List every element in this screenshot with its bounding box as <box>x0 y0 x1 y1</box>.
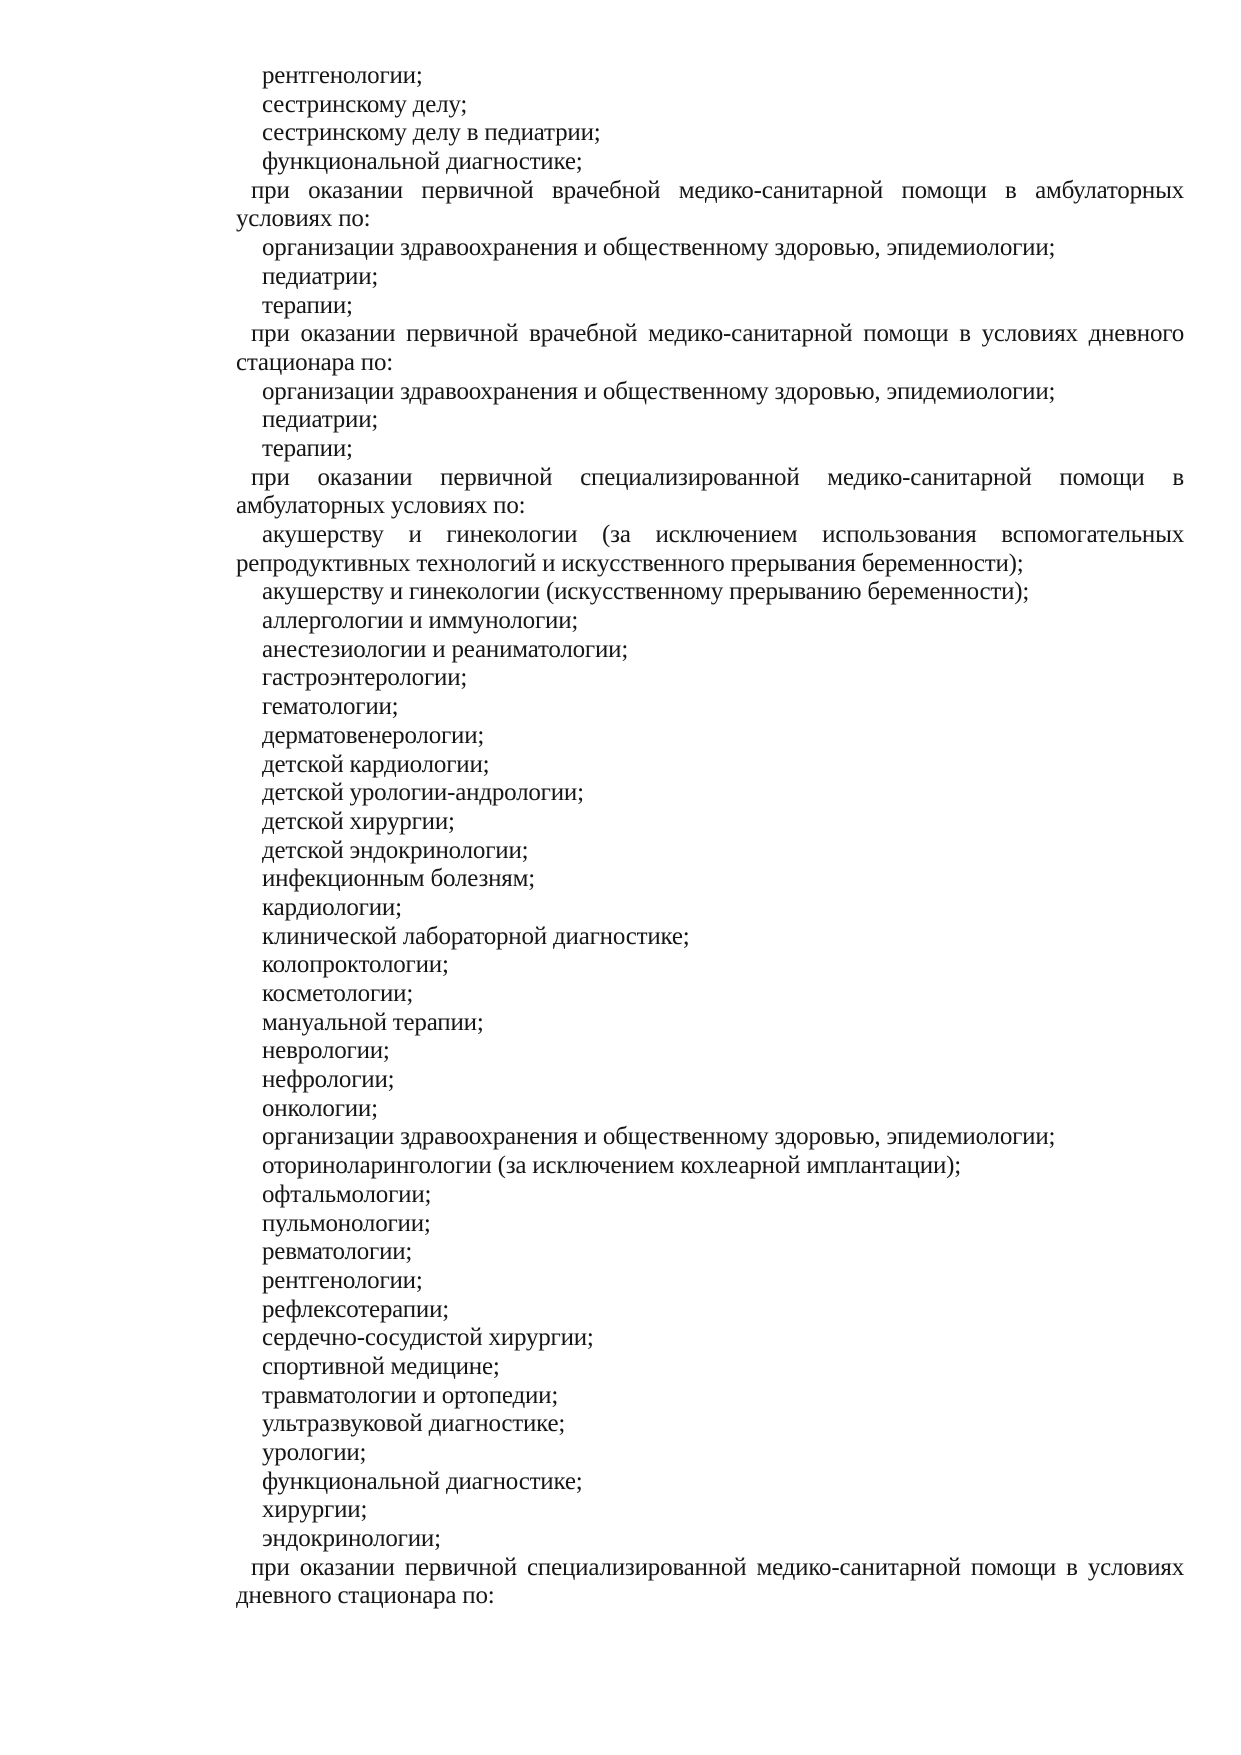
text-line: рентгенологии; <box>262 62 423 89</box>
text-line: условиях по: <box>236 205 371 233</box>
text-line: детской эндокринологии; <box>262 836 529 864</box>
text-line: организации здравоохранения и общественному здоровью, эпидемиологии; <box>262 234 1056 262</box>
text-line: акушерству и гинекологии (за исключением использования вспомогательных <box>262 521 1184 548</box>
text-line: детской урологии-андрологии; <box>262 779 584 807</box>
text-line: неврологии; <box>262 1037 390 1065</box>
text-line: детской кардиологии; <box>262 750 490 778</box>
text-line: травматологии и ортопедии; <box>262 1381 559 1409</box>
text-line: гематологии; <box>262 693 399 721</box>
text-line: клинической лабораторной диагностике; <box>262 922 690 950</box>
text-line: урологии; <box>262 1439 367 1466</box>
text-line: аллергологии и иммунологии; <box>262 607 579 635</box>
text-line: сестринскому делу; <box>262 90 468 118</box>
text-line: репродуктивных технологий и искусственного прерывания беременности); <box>236 549 1024 577</box>
text-line: терапии; <box>262 291 353 319</box>
text-line: рентгенологии; <box>262 1266 423 1294</box>
text-line: хирургии; <box>262 1496 368 1524</box>
text-line: функциональной диагностике; <box>262 148 583 176</box>
text-line: колопроктологии; <box>262 951 449 979</box>
text-line: онкологии; <box>262 1094 378 1122</box>
text-line: офтальмологии; <box>262 1180 432 1208</box>
text-line: оториноларингологии (за исключением кохлеарной имплантации); <box>262 1152 962 1180</box>
text-line: анестезиологии и реаниматологии; <box>262 635 629 663</box>
text-line: ревматологии; <box>262 1238 413 1266</box>
text-line: стационара по: <box>236 348 394 376</box>
text-line: дневного стационара по: <box>236 1582 495 1610</box>
text-line: пульмонологии; <box>262 1209 431 1237</box>
text-line: педиатрии; <box>262 262 379 290</box>
text-line: педиатрии; <box>262 406 379 434</box>
text-line: кардиологии; <box>262 893 402 921</box>
text-line: ультразвуковой диагностике; <box>262 1410 566 1438</box>
text-line: при оказании первичной специализированной медико-санитарной помощи в условиях <box>251 1553 1184 1581</box>
text-line: организации здравоохранения и общественному здоровью, эпидемиологии; <box>262 1123 1056 1151</box>
text-line: нефрологии; <box>262 1066 395 1094</box>
text-line: мануальной терапии; <box>262 1008 484 1036</box>
text-line: косметологии; <box>262 980 414 1007</box>
text-line: терапии; <box>262 434 353 462</box>
text-line: сердечно-сосудистой хирургии; <box>262 1324 594 1352</box>
text-line: детской хирургии; <box>262 807 455 835</box>
specialties-text-block <box>236 62 1184 1611</box>
text-line: сестринскому делу в педиатрии; <box>262 119 601 147</box>
text-line: спортивной медицине; <box>262 1352 500 1380</box>
text-line: эндокринологии; <box>262 1525 441 1553</box>
text-line: при оказании первичной врачебной медико-санитарной помощи в амбулаторных <box>251 176 1184 204</box>
text-line: инфекционным болезням; <box>262 865 535 893</box>
text-line: организации здравоохранения и общественному здоровью, эпидемиологии; <box>262 377 1056 405</box>
text-line: гастроэнтерологии; <box>262 664 468 692</box>
text-line: функциональной диагностике; <box>262 1467 583 1495</box>
text-line: рефлексотерапии; <box>262 1295 450 1323</box>
text-line: акушерству и гинекологии (искусственному прерыванию беременности); <box>262 578 1030 606</box>
text-line: дерматовенерологии; <box>262 721 485 749</box>
text-line: при оказании первичной врачебной медико-санитарной помощи в условиях дневного <box>251 320 1184 348</box>
text-line: при оказании первичной специализированной медико-санитарной помощи в <box>251 463 1184 491</box>
text-line: амбулаторных условиях по: <box>236 492 526 520</box>
